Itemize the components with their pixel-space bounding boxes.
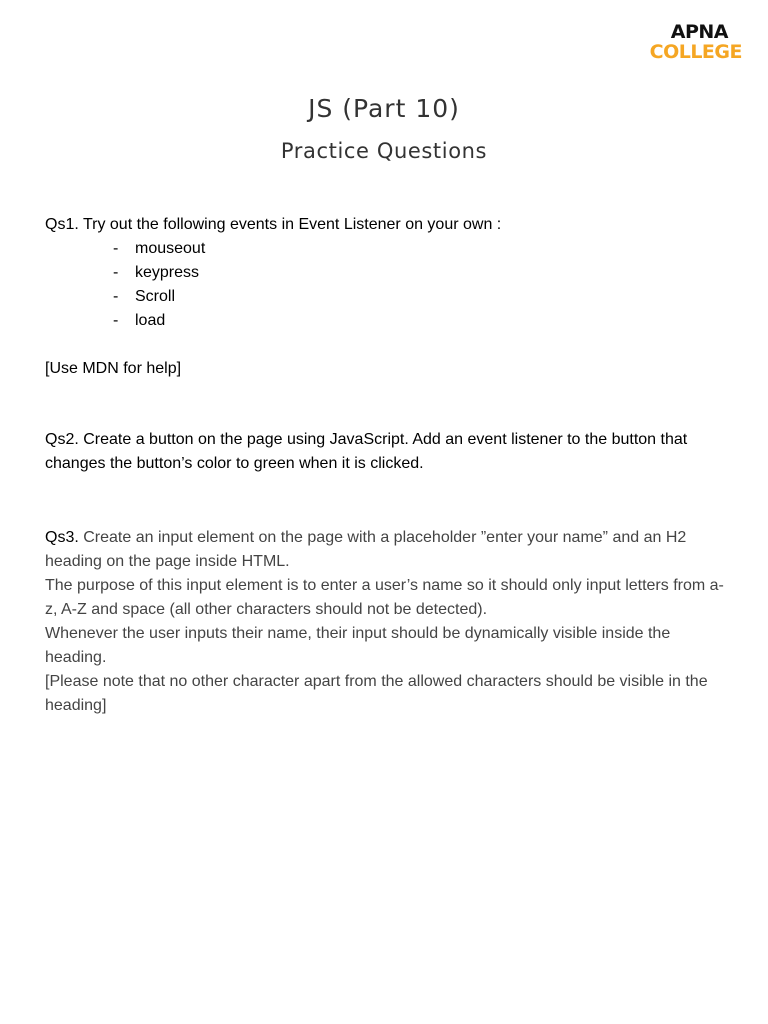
dash-bullet-icon: - — [113, 264, 119, 281]
questions-content — [45, 213, 735, 718]
list-item — [113, 309, 735, 333]
list-item — [113, 237, 735, 261]
question-3-label: Qs3. — [45, 529, 79, 546]
question-3 — [45, 526, 735, 718]
logo-line-apna: APNA — [670, 21, 728, 43]
event-name: mouseout — [135, 240, 206, 257]
question-1-text: Qs1. Try out the following events in Event Listener on your own : — [45, 216, 502, 233]
question-3-intro — [45, 526, 735, 574]
list-item — [113, 285, 735, 309]
spacer — [45, 333, 735, 357]
spacer — [45, 476, 735, 526]
list-item — [113, 261, 735, 285]
event-name: load — [135, 312, 166, 329]
spacer — [45, 381, 735, 428]
apna-college-logo — [650, 22, 742, 62]
question-3-line-1: Create an input element on the page with a placeholder ”enter your name” and an H2 heading on the page inside HTML. — [45, 529, 687, 570]
logo-line-college: COLLEGE — [649, 41, 742, 63]
dash-bullet-icon: - — [113, 288, 119, 305]
question-1-event-list — [45, 237, 735, 333]
question-1-note: [Use MDN for help] — [45, 360, 182, 377]
page-subtitle: Practice Questions — [280, 139, 488, 163]
dash-bullet-icon: - — [113, 312, 119, 329]
event-name: Scroll — [135, 288, 176, 305]
event-name: keypress — [135, 264, 200, 281]
question-3-line-4: [Please note that no other character apart from the allowed characters should be visible in the heading] — [45, 673, 708, 714]
question-3-line-2: The purpose of this input element is to enter a user’s name so it should only input letters from a-z, A-Z and space (all other characters should not be detected). — [45, 577, 724, 618]
question-2-text: Qs2. Create a button on the page using JavaScript. Add an event listener to the button that changes the button’s color to green when it is clicked. — [45, 431, 688, 472]
dash-bullet-icon: - — [113, 240, 119, 257]
page-title: JS (Part 10) — [308, 94, 460, 123]
question-3-line-3: Whenever the user inputs their name, their input should be dynamically visible inside the heading. — [45, 625, 671, 666]
